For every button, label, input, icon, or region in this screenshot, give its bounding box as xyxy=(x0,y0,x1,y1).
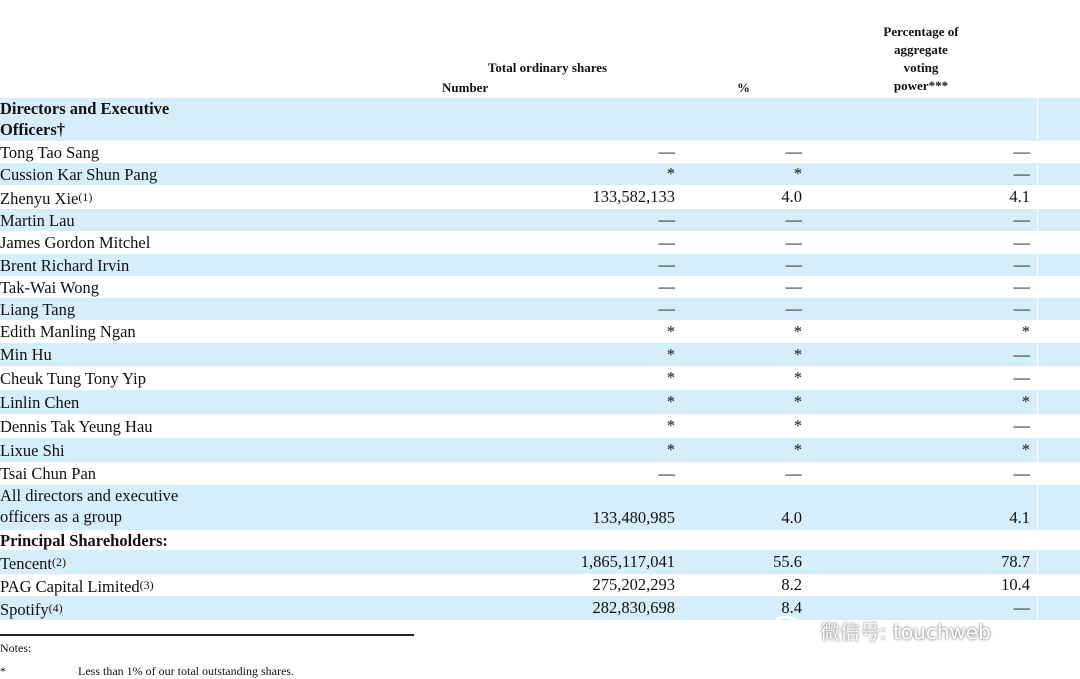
column-divider xyxy=(1037,390,1038,414)
row-name-text: Dennis Tak Yeung Hau xyxy=(0,417,153,436)
table-row xyxy=(0,530,1080,550)
cell-voting-power: — xyxy=(1013,598,1030,617)
column-divider xyxy=(1037,298,1038,320)
cell-percent: * xyxy=(793,392,802,411)
cell-number: * xyxy=(666,164,675,183)
notes-label: Notes: xyxy=(0,641,32,655)
table-row xyxy=(0,231,1080,254)
cell-number: — xyxy=(658,277,675,296)
cell-percent: 8.4 xyxy=(781,598,802,617)
row-name-text: Edith Manling Ngan xyxy=(0,322,136,341)
notes-divider xyxy=(0,634,414,636)
cell-voting-power: — xyxy=(1013,233,1030,252)
cell-percent: 4.0 xyxy=(781,508,802,527)
cell-percent: — xyxy=(785,142,802,161)
cell-percent: * xyxy=(793,322,802,341)
row-name-text: Principal Shareholders: xyxy=(0,531,168,550)
row-name xyxy=(0,187,92,209)
row-name-text: Spotify xyxy=(0,600,49,619)
note-star-symbol: * xyxy=(0,664,6,678)
column-divider xyxy=(1037,98,1038,141)
cell-number: * xyxy=(666,392,675,411)
cell-percent: — xyxy=(785,255,802,274)
row-name-text: PAG Capital Limited xyxy=(0,577,140,596)
row-name-text: Tencent xyxy=(0,554,52,573)
row-name xyxy=(0,232,150,253)
table-row xyxy=(0,574,1080,596)
row-name xyxy=(0,277,99,298)
row-name-text: James Gordon Mitchel xyxy=(0,233,151,252)
row-name xyxy=(0,392,79,413)
cell-voting-power: 4.1 xyxy=(1009,508,1030,527)
row-name xyxy=(0,416,153,437)
cell-number: 133,480,985 xyxy=(592,508,675,527)
cell-number: * xyxy=(666,322,675,341)
row-name-text: Tong Tao Sang xyxy=(0,143,100,162)
row-name xyxy=(0,440,65,461)
cell-number: * xyxy=(666,345,675,364)
cell-number: * xyxy=(666,368,675,387)
row-name xyxy=(0,368,146,389)
row-name xyxy=(0,321,136,342)
row-name xyxy=(0,598,63,620)
cell-voting-power: — xyxy=(1013,464,1030,483)
footnote-ref: (1) xyxy=(78,190,93,204)
row-name-text: Tsai Chun Pan xyxy=(0,464,97,483)
row-name xyxy=(0,463,96,484)
cell-percent: 4.0 xyxy=(781,187,802,206)
cell-percent: * xyxy=(793,345,802,364)
row-name-text: Brent Richard Irvin xyxy=(0,256,130,275)
cell-percent: — xyxy=(785,464,802,483)
header-percent: % xyxy=(737,80,750,95)
cell-voting-power: — xyxy=(1013,416,1030,435)
cell-number: — xyxy=(658,142,675,161)
row-name xyxy=(0,530,168,551)
cell-voting-power: * xyxy=(1021,322,1030,341)
cell-percent: — xyxy=(785,210,802,229)
row-name xyxy=(0,299,75,320)
row-name-text: Directors and Executive Officers† xyxy=(0,99,170,139)
table-row xyxy=(0,462,1080,485)
table-row xyxy=(0,390,1080,414)
cell-voting-power: 4.1 xyxy=(1009,187,1030,206)
cell-percent: * xyxy=(793,164,802,183)
note-star-text: Less than 1% of our total outstanding shares. xyxy=(78,664,294,678)
cell-number: — xyxy=(658,255,675,274)
row-name xyxy=(0,98,169,140)
table-row xyxy=(0,163,1080,185)
cell-number: 275,202,293 xyxy=(592,575,675,594)
cell-percent: 8.2 xyxy=(781,575,802,594)
row-name-text: Min Hu xyxy=(0,345,52,364)
column-divider xyxy=(1037,596,1038,620)
cell-number: * xyxy=(666,416,675,435)
row-name xyxy=(0,344,52,365)
wechat-icon xyxy=(770,615,812,645)
table-row xyxy=(0,366,1080,390)
column-divider xyxy=(1037,209,1038,231)
row-name xyxy=(0,575,154,597)
row-name-text: Cheuk Tung Tony Yip xyxy=(0,369,147,388)
watermark xyxy=(770,615,991,645)
row-name-text: Martin Lau xyxy=(0,211,75,230)
cell-percent: * xyxy=(793,440,802,459)
cell-number: 282,830,698 xyxy=(592,598,675,617)
cell-voting-power: — xyxy=(1013,164,1030,183)
cell-number: — xyxy=(658,299,675,318)
table-row xyxy=(0,414,1080,438)
cell-percent: — xyxy=(785,277,802,296)
cell-voting-power: 10.4 xyxy=(1001,575,1030,594)
table-row xyxy=(0,485,1080,530)
cell-voting-power: * xyxy=(1021,440,1030,459)
column-divider xyxy=(1037,438,1038,462)
row-name xyxy=(0,552,66,574)
cell-voting-power: — xyxy=(1013,255,1030,274)
cell-voting-power: — xyxy=(1013,210,1030,229)
row-name-text: Tak-Wai Wong xyxy=(0,278,99,297)
cell-number: — xyxy=(658,233,675,252)
row-name xyxy=(0,255,129,276)
cell-voting-power: — xyxy=(1013,142,1030,161)
row-name-text: Linlin Chen xyxy=(0,393,80,412)
cell-number: 133,582,133 xyxy=(592,187,675,206)
table-row xyxy=(0,98,1080,141)
row-name-text: Liang Tang xyxy=(0,300,76,319)
cell-percent: * xyxy=(793,368,802,387)
header-number: Number xyxy=(442,80,489,95)
column-divider xyxy=(1037,163,1038,185)
cell-voting-power: — xyxy=(1013,345,1030,364)
table-row xyxy=(0,185,1080,209)
row-name-text: All directors and executive officers as a group xyxy=(0,486,179,526)
table-row xyxy=(0,254,1080,276)
cell-voting-power: * xyxy=(1021,392,1030,411)
row-name-text: Cussion Kar Shun Pang xyxy=(0,165,158,184)
column-divider xyxy=(1037,485,1038,530)
table-row xyxy=(0,320,1080,343)
table-row xyxy=(0,298,1080,320)
cell-voting-power: — xyxy=(1013,299,1030,318)
cell-number: * xyxy=(666,440,675,459)
cell-percent: — xyxy=(785,233,802,252)
row-name xyxy=(0,142,99,163)
row-name xyxy=(0,164,157,185)
table-row xyxy=(0,343,1080,366)
cell-number: 1,865,117,041 xyxy=(580,552,675,571)
cell-voting-power: 78.7 xyxy=(1001,552,1030,571)
row-name xyxy=(0,210,75,231)
header-total-ordinary-shares: Total ordinary shares xyxy=(487,60,608,75)
footnote-ref: (3) xyxy=(139,578,154,592)
cell-number: — xyxy=(658,210,675,229)
footnote-ref: (2) xyxy=(51,555,66,569)
row-name-text: Lixue Shi xyxy=(0,441,65,460)
watermark-text: 微信号: touchweb xyxy=(820,619,991,644)
footnote-ref: (4) xyxy=(48,601,63,615)
table-row xyxy=(0,438,1080,462)
header-voting-power: Percentage of aggregate voting power*** xyxy=(883,24,959,93)
row-name-text: Zhenyu Xie xyxy=(0,189,79,208)
row-name xyxy=(0,485,178,527)
cell-voting-power: — xyxy=(1013,277,1030,296)
cell-percent: * xyxy=(793,416,802,435)
table-row xyxy=(0,276,1080,298)
cell-percent: 55.6 xyxy=(773,552,802,571)
cell-number: — xyxy=(658,464,675,483)
table-row xyxy=(0,550,1080,574)
table-row xyxy=(0,141,1080,163)
table-row xyxy=(0,209,1080,231)
column-divider xyxy=(1037,550,1038,574)
cell-voting-power: — xyxy=(1013,368,1030,387)
column-divider xyxy=(1037,343,1038,366)
column-divider xyxy=(1037,254,1038,276)
cell-percent: — xyxy=(785,299,802,318)
